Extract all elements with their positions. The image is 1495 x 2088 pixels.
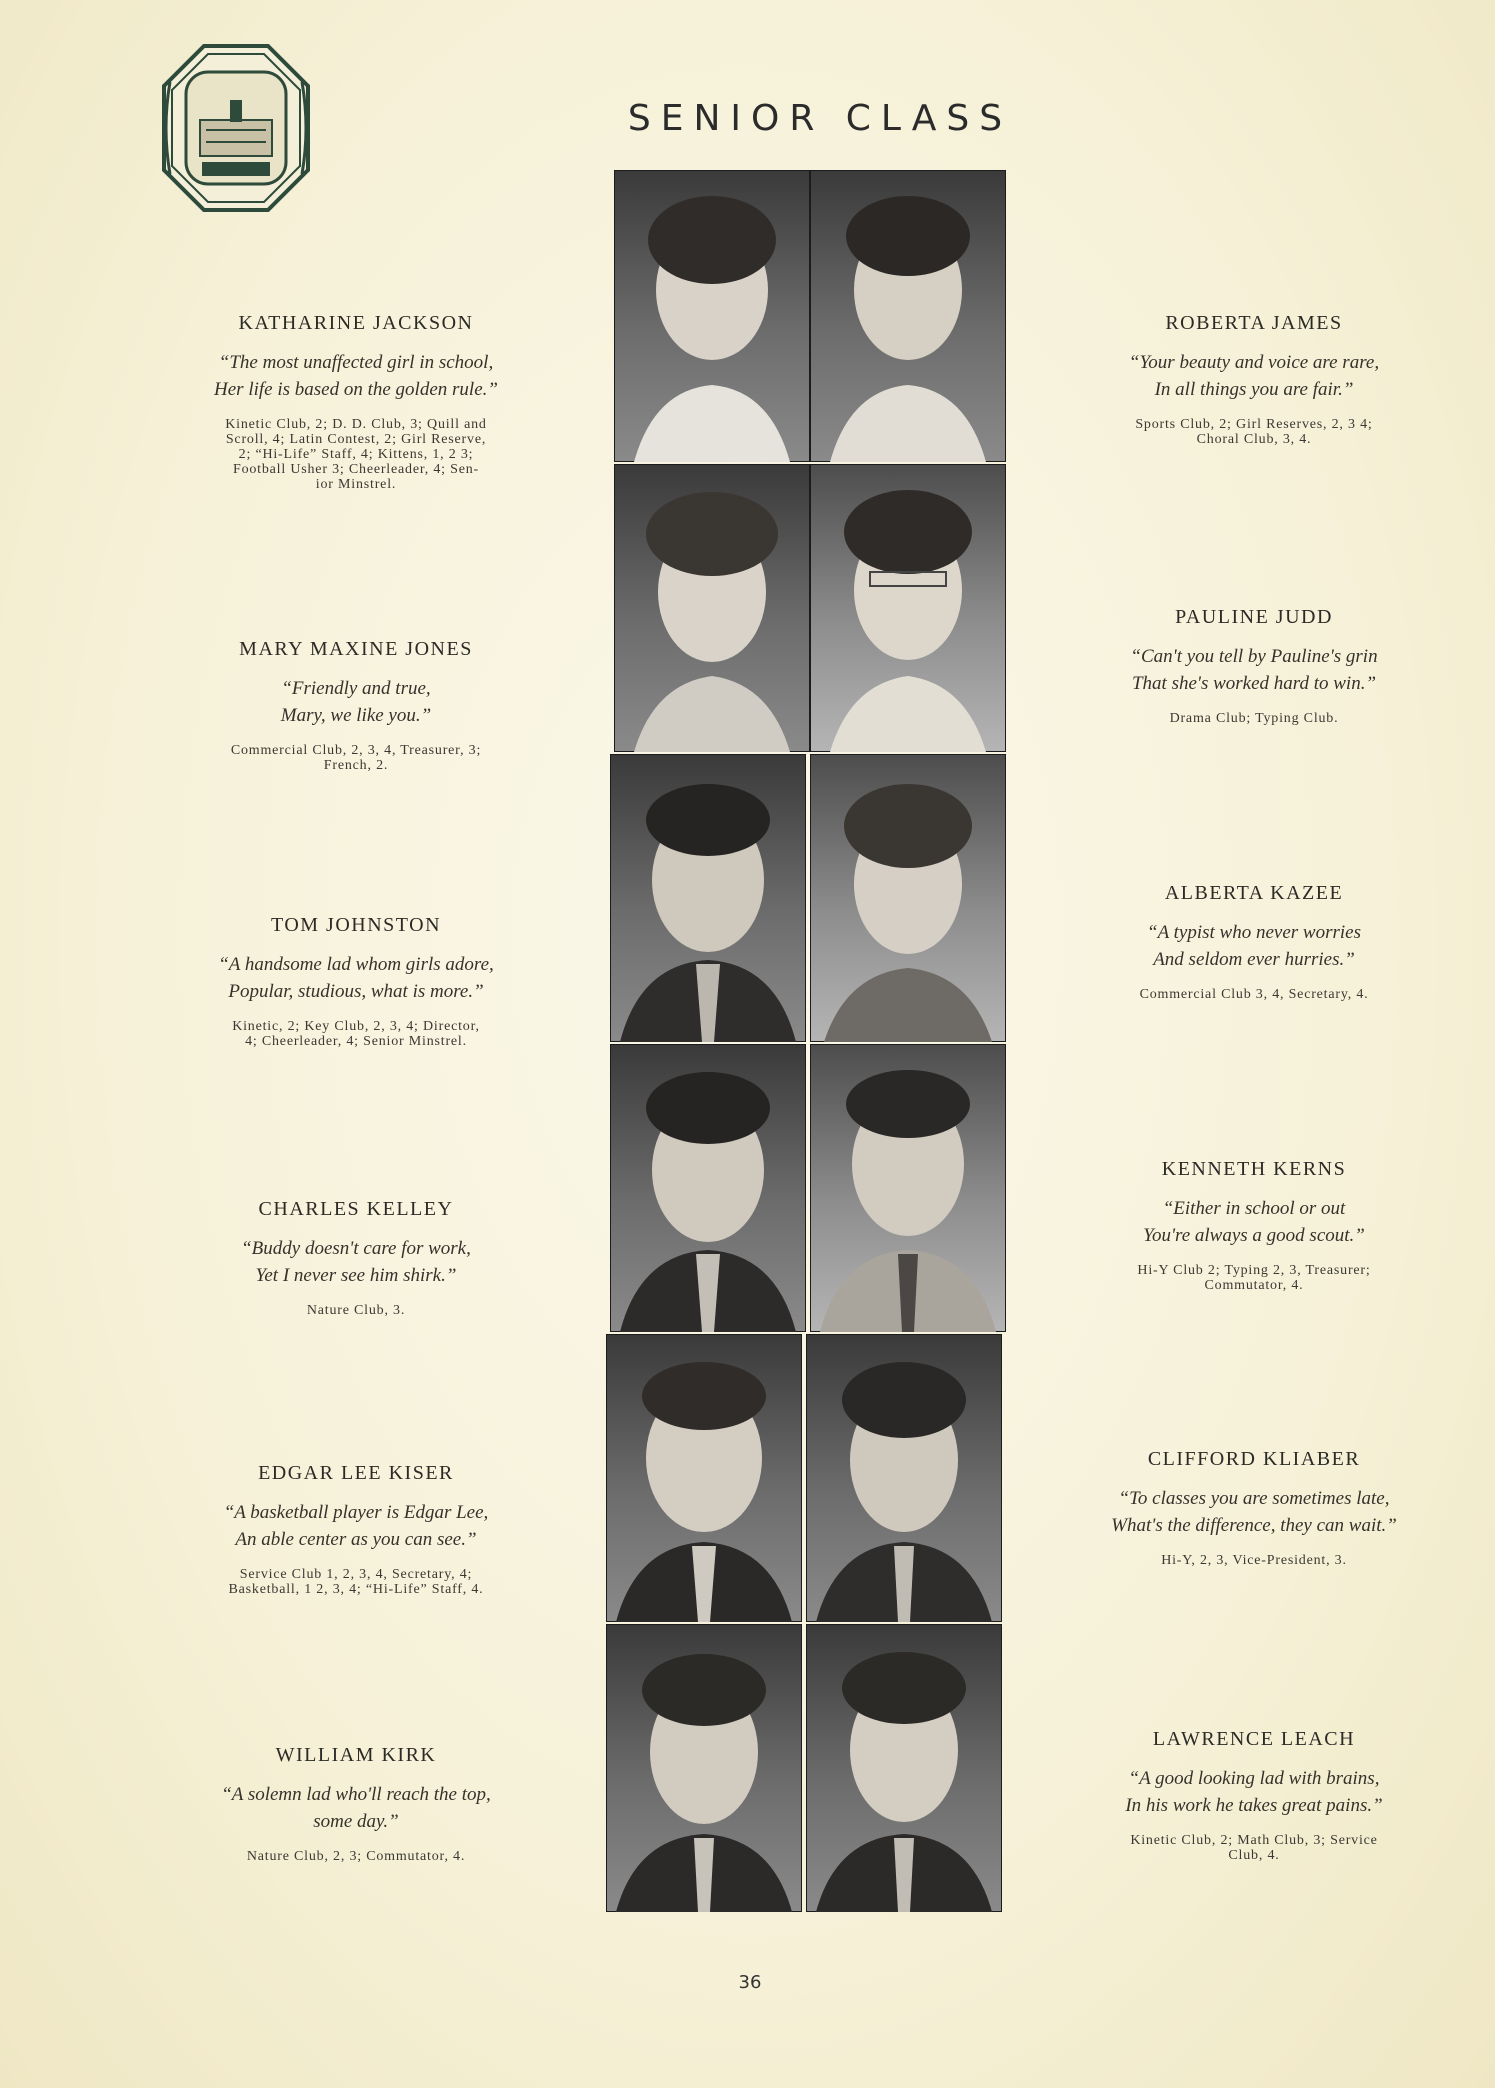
- senior-entry: [146, 638, 566, 773]
- senior-name: TOM JOHNSTON: [270, 914, 442, 936]
- senior-activities: Nature Club, 3.: [306, 1303, 406, 1318]
- senior-name: ALBERTA KAZEE: [1164, 882, 1344, 904]
- page-heading: SENIOR CLASS: [627, 98, 1013, 139]
- senior-name: LAWRENCE LEACH: [1152, 1728, 1356, 1750]
- senior-quote: “A solemn lad who'll reach the top, some day.”: [221, 1784, 491, 1832]
- senior-entry: [1044, 1728, 1464, 1863]
- school-seal: [160, 42, 312, 214]
- senior-quote: “A good looking lad with brains, In his work he takes great pains.”: [1125, 1768, 1383, 1816]
- senior-quote: “The most unaffected girl in school, Her life is based on the golden rule.”: [214, 352, 498, 400]
- portrait-katharine-jackson: [614, 170, 810, 462]
- senior-entry: [146, 312, 566, 492]
- senior-activities: Kinetic Club, 2; D. D. Club, 3; Quill and Scroll, 4; Latin Contest, 2; Girl Reserve, 2; “Hi-Life” Staff, 4; Kittens, 1, 2 3; Football Usher 3; Cheerleader, 4; Sen- ior Minstrel.: [225, 417, 487, 492]
- portrait-kenneth-kerns: [810, 1044, 1006, 1332]
- senior-name: PAULINE JUDD: [1175, 606, 1333, 628]
- senior-name: KENNETH KERNS: [1161, 1158, 1347, 1180]
- senior-activities: Commercial Club, 2, 3, 4, Treasurer, 3; French, 2.: [230, 743, 482, 773]
- senior-name: EDGAR LEE KISER: [258, 1462, 454, 1484]
- senior-activities: Commercial Club 3, 4, Secretary, 4.: [1139, 987, 1369, 1002]
- senior-name: KATHARINE JACKSON: [238, 312, 474, 334]
- portrait-roberta-james: [810, 170, 1006, 462]
- senior-quote: “To classes you are sometimes late, What's the difference, they can wait.”: [1111, 1488, 1397, 1536]
- senior-name: WILLIAM KIRK: [275, 1744, 437, 1766]
- senior-quote: “Friendly and true, Mary, we like you.”: [280, 678, 432, 726]
- senior-name: ROBERTA JAMES: [1165, 312, 1343, 334]
- senior-name: MARY MAXINE JONES: [239, 638, 473, 660]
- senior-name: CLIFFORD KLIABER: [1147, 1448, 1361, 1470]
- senior-activities: Kinetic, 2; Key Club, 2, 3, 4; Director, 4; Cheerleader, 4; Senior Minstrel.: [232, 1019, 480, 1049]
- senior-activities: Nature Club, 2, 3; Commutator, 4.: [246, 1849, 466, 1864]
- senior-entry: [1044, 312, 1464, 447]
- portrait-mary-maxine-jones: [614, 464, 810, 752]
- senior-activities: Hi-Y Club 2; Typing 2, 3, Treasurer; Commutator, 4.: [1137, 1263, 1371, 1293]
- portrait-charles-kelley: [610, 1044, 806, 1332]
- senior-entry: [1044, 882, 1464, 1002]
- senior-quote: “Either in school or out You're always a good scout.”: [1143, 1198, 1365, 1246]
- portrait-lawrence-leach: [806, 1624, 1002, 1912]
- portrait-alberta-kazee: [810, 754, 1006, 1042]
- senior-quote: “A basketball player is Edgar Lee, An able center as you can see.”: [223, 1502, 489, 1550]
- senior-quote: “Your beauty and voice are rare, In all things you are fair.”: [1128, 352, 1380, 400]
- senior-entry: [146, 1744, 566, 1864]
- senior-name: CHARLES KELLEY: [258, 1198, 454, 1220]
- portrait-edgar-lee-kiser: [606, 1334, 802, 1622]
- senior-quote: “A handsome lad whom girls adore, Popular, studious, what is more.”: [218, 954, 494, 1002]
- senior-entry: [1044, 1158, 1464, 1293]
- portrait-william-kirk: [606, 1624, 802, 1912]
- senior-activities: Kinetic Club, 2; Math Club, 3; Service Club, 4.: [1130, 1833, 1378, 1863]
- senior-quote: “A typist who never worries And seldom ever hurries.”: [1147, 922, 1361, 970]
- senior-activities: Hi-Y, 2, 3, Vice-President, 3.: [1161, 1553, 1347, 1568]
- senior-entry: [146, 914, 566, 1049]
- senior-entry: [1044, 606, 1464, 726]
- senior-activities: Service Club 1, 2, 3, 4, Secretary, 4; Basketball, 1 2, 3, 4; “Hi-Life” Staff, 4.: [228, 1567, 484, 1597]
- senior-activities: Drama Club; Typing Club.: [1169, 711, 1339, 726]
- portrait-pauline-judd: [810, 464, 1006, 752]
- senior-activities: Sports Club, 2; Girl Reserves, 2, 3 4; Choral Club, 3, 4.: [1135, 417, 1373, 447]
- senior-quote: “Can't you tell by Pauline's grin That she's worked hard to win.”: [1130, 646, 1378, 694]
- page-number: 36: [738, 1972, 762, 1993]
- portrait-clifford-kliaber: [806, 1334, 1002, 1622]
- senior-entry: [1044, 1448, 1464, 1568]
- senior-quote: “Buddy doesn't care for work, Yet I never see him shirk.”: [241, 1238, 471, 1286]
- senior-entry: [146, 1462, 566, 1597]
- portrait-tom-johnston: [610, 754, 806, 1042]
- senior-entry: [146, 1198, 566, 1318]
